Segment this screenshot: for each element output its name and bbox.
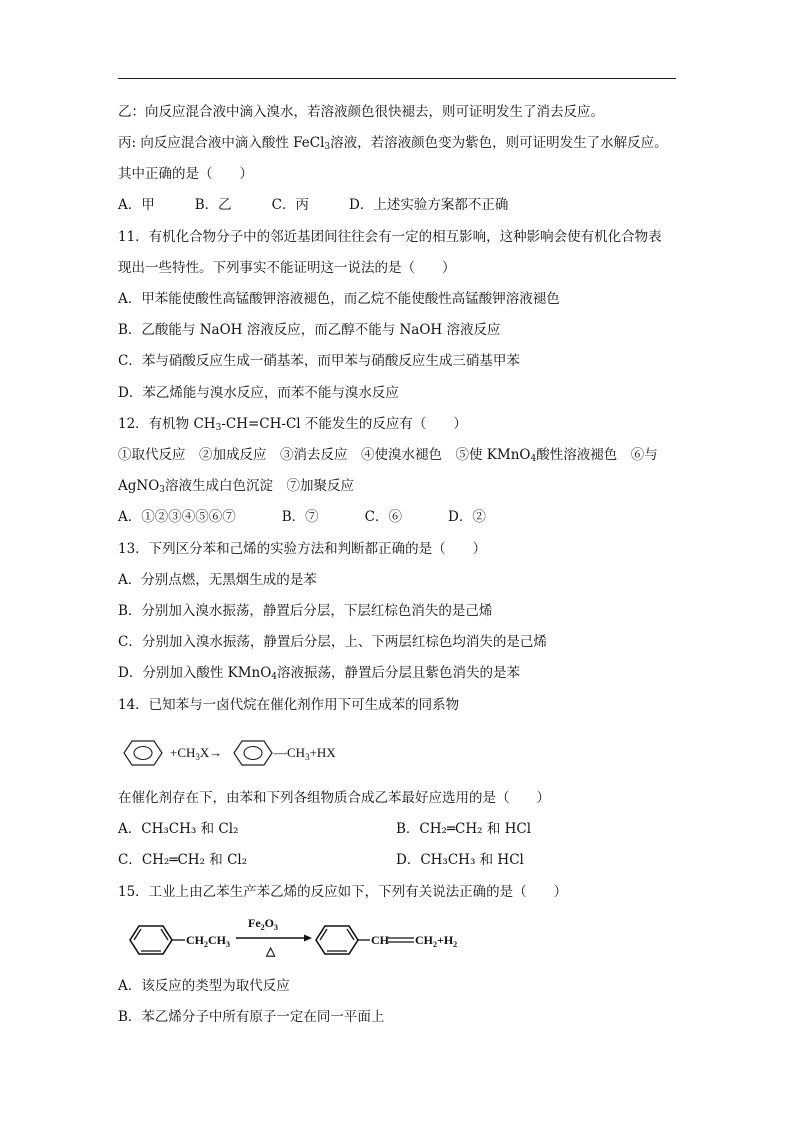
q10-prompt: 其中正确的是（ ）	[118, 166, 253, 182]
toluene-ring-icon	[234, 741, 272, 765]
q13-stem: 13．下列区分苯和己烯的实验方法和判断都正确的是（ ）	[118, 541, 487, 557]
eq-vinyl-ch2: $CH_2+H_2$	[415, 933, 458, 949]
q11-option-d: D．苯乙烯能与溴水反应，而苯不能与溴水反应	[118, 385, 399, 401]
q12-option-d: D．②	[448, 509, 486, 525]
q14-reaction-equation	[118, 735, 358, 771]
q11-stem-line2: 现出一些特性。下列事实不能证明这一说法的是（ ）	[118, 260, 456, 276]
eq-reagent: $+CH_3X\to$	[170, 745, 223, 762]
eq-product: $—CH_3+HX$	[274, 745, 336, 762]
q12-option-c: C．⑥	[364, 509, 403, 525]
q10-option-c: C．丙	[271, 197, 310, 213]
q13-option-c: C．分别加入溴水振荡，静置后分层，上、下两层红棕色均消失的是己烯	[118, 634, 547, 650]
q13-option-d: D．分别加入酸性 KMnO$_4$溶液振荡，静置后分层且紫色消失的是苯	[118, 665, 521, 682]
q13-option-b: B．分别加入溴水振荡，静置后分层，下层红棕色消失的是己烯	[118, 603, 493, 619]
q11-option-b: B．乙酸能与 NaOH 溶液反应，而乙醇不能与 NaOH 溶液反应	[118, 322, 501, 338]
q12-stem: 12．有机物 $CH_3-CH=CH-Cl$ 不能发生的反应有（ ）	[118, 416, 467, 433]
ethylbenzene-ring-icon	[130, 926, 172, 954]
q12-choices-line2: AgNO$_3$溶液生成白色沉淀 ⑦加聚反应	[118, 478, 355, 495]
q14-question: 在催化剂存在下，由苯和下列各组物质合成乙苯最好应选用的是（ ）	[118, 790, 550, 806]
q15-reaction-equation	[118, 913, 478, 963]
q10-option-a: A．甲	[118, 197, 155, 213]
q12-choices-line1: ①取代反应 ②加成反应 ③消去反应 ④使溴水褪色 ⑤使 KMnO$_4$酸性溶液褪色 ⑥与	[118, 447, 658, 464]
q12-options	[118, 508, 526, 526]
q10-option-d: D．上述实验方案都不正确	[349, 197, 509, 213]
q12-option-a: A．①②③④⑤⑥⑦	[118, 509, 236, 525]
statement-bing: 丙: 向反应混合液中滴入酸性 FeCl$_3$溶液，若溶液颜色变为紫色，则可证明发生了水解反应。	[118, 135, 668, 152]
q14-option-a: A．CH₃CH₃ 和 Cl₂	[118, 821, 239, 837]
q10-option-b: B．乙	[194, 197, 232, 213]
eq-catalyst: $Fe_2O_3$	[248, 916, 278, 932]
q11-stem-line1: 11．有机化合物分子中的邻近基团间往往会有一定的相互影响，这种影响会使有机化合物表	[118, 229, 662, 245]
statement-yi: 乙：向反应混合液中滴入溴水，若溶液颜色很快褪去，则可证明发生了消去反应。	[118, 104, 604, 120]
q15-option-b: B．苯乙烯分子中所有原子一定在同一平面上	[118, 1009, 385, 1025]
benzene-inner-circle-icon	[134, 747, 152, 760]
q14-option-d: D．CH₃CH₃ 和 HCl	[396, 852, 524, 868]
q14-option-c: C．CH₂═CH₂ 和 Cl₂	[118, 852, 248, 868]
q12-option-b: B．⑦	[281, 509, 319, 525]
header-rule	[118, 78, 676, 79]
eq-heat: △	[266, 944, 276, 958]
eq-ethyl-group: $CH_2CH_3$	[186, 933, 230, 949]
toluene-inner-circle-icon	[244, 747, 262, 760]
arrowhead-icon	[304, 935, 312, 942]
q10-options	[118, 196, 548, 214]
q11-option-a: A．甲苯能使酸性高锰酸钾溶液褪色，而乙烷不能使酸性高锰酸钾溶液褪色	[118, 291, 560, 307]
q13-option-a: A．分别点燃，无黑烟生成的是苯	[118, 572, 317, 588]
q15-stem: 15．工业上由乙苯生产苯乙烯的反应如下，下列有关说法正确的是（ ）	[118, 884, 568, 900]
q14-option-b: B．CH₂═CH₂ 和 HCl	[396, 821, 532, 837]
q14-stem: 14．已知苯与一卤代烷在催化剂作用下可生成苯的同系物	[118, 697, 460, 713]
q11-option-c: C．苯与硝酸反应生成一硝基苯，而甲苯与硝酸反应生成三硝基甲苯	[118, 353, 520, 369]
styrene-ring-icon	[316, 926, 358, 954]
benzene-ring-icon	[124, 741, 162, 765]
eq-vinyl-ch: CH	[371, 933, 389, 947]
q15-option-a: A．该反应的类型为取代反应	[118, 978, 290, 994]
